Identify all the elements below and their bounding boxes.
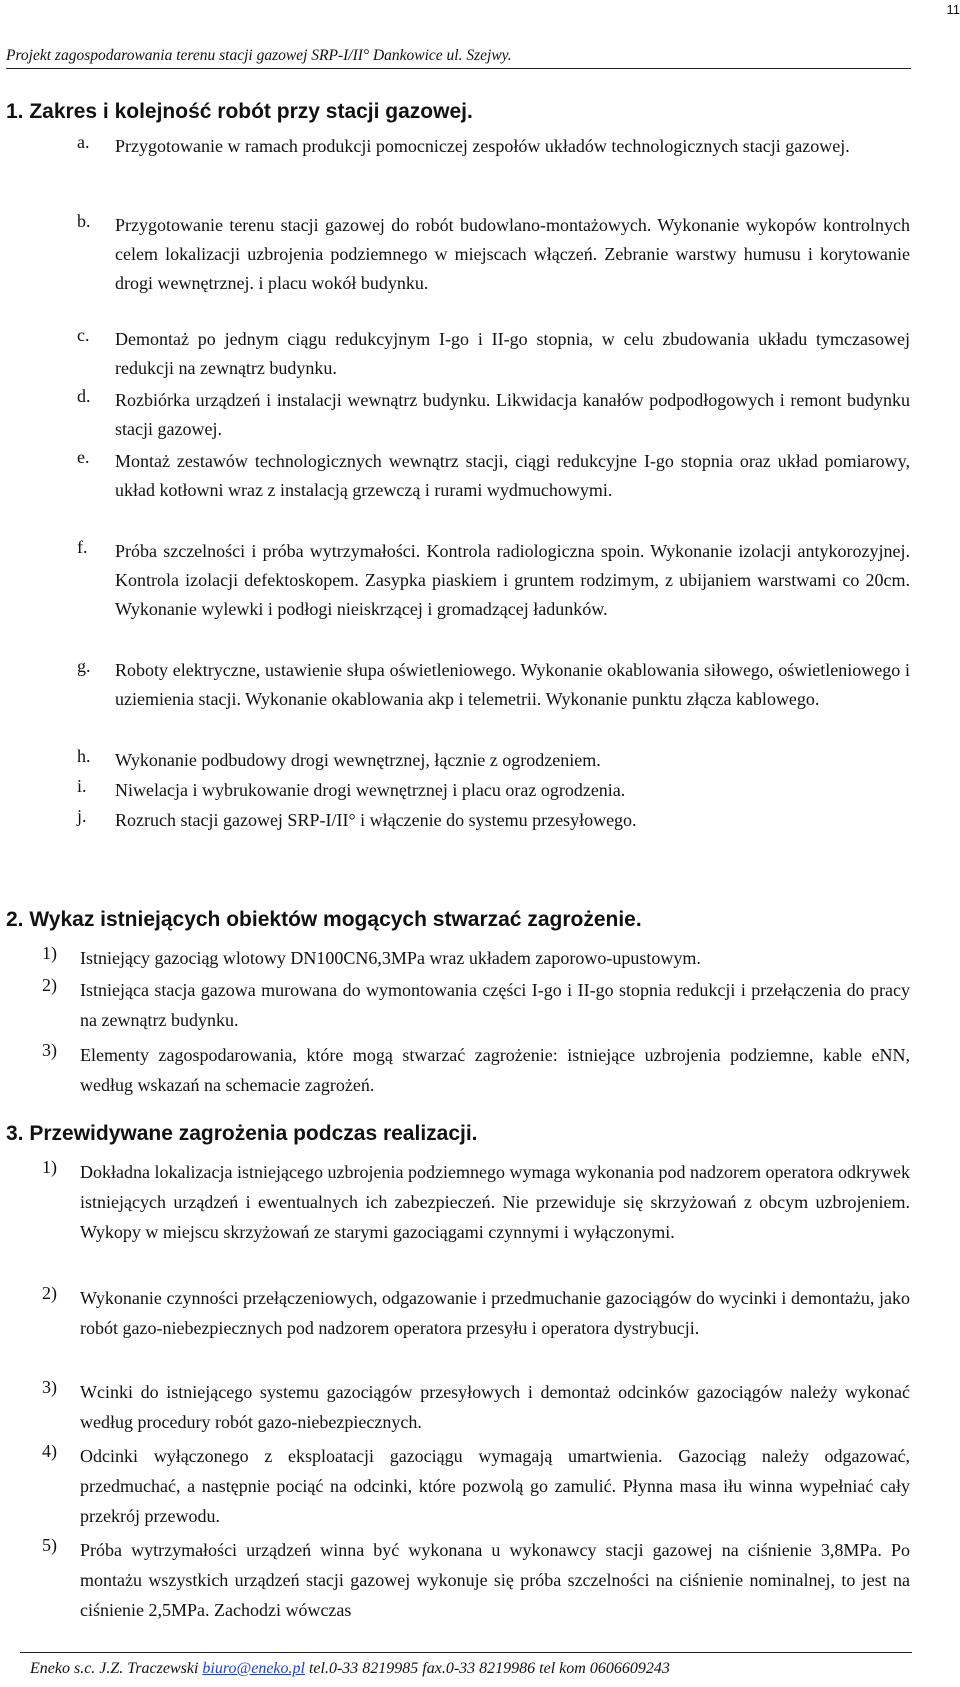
list-item-text: Próba szczelności i próba wytrzymałości. Kontrola radiologiczna spoin. Wykonanie izolacji antykorozyjnej. Kontrola izolacji defektoskopem. Zasypka piaskiem i gruntem rodzimym, z ubijaniem warstwami co 20cm. Wykonanie wylewki i podłogi nieiskrzącej i gromadzącej ładunków. — [115, 541, 910, 619]
list-item-text: Istniejąca stacja gazowa murowana do wymontowania części I-go i II-go stopnia redukcji i przełączenia do pracy na zewnątrz budynku. — [80, 980, 910, 1030]
list-marker: 1) — [42, 1157, 57, 1177]
list-marker: g. — [77, 656, 91, 676]
list-marker: b. — [77, 211, 91, 231]
list-item-text: Dokładna lokalizacja istniejącego uzbrojenia podziemnego wymaga wykonania pod nadzorem operatora odkrywek istniejących urządzeń i ewentualnych ich zabezpieczeń. Nie przewiduje się skrzyżowań z obcym uzbrojeniem. Wykopy w miejscu skrzyżowań ze starymi gazociągami czynnymi i wyłączonymi. — [80, 1162, 910, 1242]
section-1-title: 1. Zakres i kolejność robót przy stacji gazowej. — [6, 100, 473, 123]
list-item-text: Wcinki do istniejącego systemu gazociągów przesyłowych i demontaż odcinków gazociągów należy wykonać według procedury robót gazo-niebezpiecznych. — [80, 1382, 910, 1432]
list-item-text: Rozbiórka urządzeń i instalacji wewnątrz budynku. Likwidacja kanałów podpodłogowych i remont budynku stacji gazowej. — [115, 390, 910, 439]
list-item-text: Próba wytrzymałości urządzeń winna być wykonana u wykonawcy stacji gazowej na ciśnienie 3,8MPa. Po montażu wszystkich urządzeń stacji gazowej wykonuje się próba szczelności na ciśnienie nominalnej, to jest na ciśnienie 2,5MPa. Zachodzi wówczas — [80, 1540, 910, 1620]
footer-divider — [20, 1652, 912, 1653]
list-marker: a. — [77, 132, 90, 152]
list-item-text: Montaż zestawów technologicznych wewnątrz stacji, ciągi redukcyjne I-go stopnia oraz układ pomiarowy, układ kotłowni wraz z instalacją grzewczą i rurami wydmuchowymi. — [115, 451, 910, 500]
list-item-text: Elementy zagospodarowania, które mogą stwarzać zagrożenie: istniejące uzbrojenia podziemne, kable eNN, według wskazań na schemacie zagrożeń. — [80, 1045, 910, 1095]
list-item-text: Wykonanie czynności przełączeniowych, odgazowanie i przedmuchanie gazociągów do wycinki i demontażu, jako robót gazo-niebezpiecznych pod nadzorem operatora przesyłu i operatora dystrybucji. — [80, 1288, 910, 1338]
document-footer — [30, 1660, 670, 1678]
list-marker: 5) — [42, 1535, 57, 1555]
list-marker: d. — [77, 386, 91, 406]
footer-contact: tel.0-33 8219985 fax.0-33 8219986 tel kom 0606609243 — [308, 1660, 670, 1677]
document-header: Projekt zagospodarowania terenu stacji gazowej SRP-I/II° Dankowice ul. Szejwy. — [6, 47, 911, 69]
list-marker: c. — [77, 325, 90, 345]
list-item-text: Wykonanie podbudowy drogi wewnętrznej, łącznie z ogrodzeniem. — [115, 750, 601, 770]
list-item-text: Rozruch stacji gazowej SRP-I/II° i włączenie do systemu przesyłowego. — [115, 810, 637, 830]
list-marker: j. — [77, 806, 87, 826]
list-marker: f. — [77, 537, 88, 557]
list-marker: 3) — [42, 1377, 57, 1397]
list-marker: e. — [77, 447, 90, 467]
list-item-text: Roboty elektryczne, ustawienie słupa oświetleniowego. Wykonanie okablowania siłowego, oświetleniowego i uziemienia stacji. Wykonanie okablowania akp i telemetrii. Wykonanie punktu złącza kablowego. — [115, 660, 910, 709]
footer-company: Eneko s.c. J.Z. Traczewski — [30, 1660, 199, 1677]
list-item-text: Odcinki wyłączonego z eksploatacji gazociągu wymagają umartwienia. Gazociąg należy odgazować, przedmuchać, a następnie pociąć na odcinki, które pozwolą go zamulić. Płynna masa iłu winna wypełniać cały przekrój przewodu. — [80, 1446, 910, 1526]
list-marker: 2) — [42, 975, 57, 995]
footer-email-link[interactable]: biuro@eneko.pl — [202, 1660, 305, 1677]
list-marker: 4) — [42, 1441, 57, 1461]
list-marker: 1) — [42, 943, 57, 963]
section-2-title: 2. Wykaz istniejących obiektów mogących stwarzać zagrożenie. — [6, 908, 642, 931]
list-marker: h. — [77, 746, 91, 766]
page-number: 11 — [946, 2, 960, 17]
section-3-title: 3. Przewidywane zagrożenia podczas realizacji. — [6, 1122, 478, 1145]
list-item-text: Przygotowanie terenu stacji gazowej do robót budowlano-montażowych. Wykonanie wykopów kontrolnych celem lokalizacji uzbrojenia podziemnego w miejscach włączeń. Zebranie warstwy humusu i korytowanie drogi wewnętrznej. i placu wokół budynku. — [115, 215, 910, 293]
list-marker: 3) — [42, 1040, 57, 1060]
list-marker: 2) — [42, 1283, 57, 1303]
list-marker: i. — [77, 776, 87, 796]
list-item-text: Istniejący gazociąg wlotowy DN100CN6,3MPa wraz układem zaporowo-upustowym. — [80, 948, 701, 968]
list-item-text: Przygotowanie w ramach produkcji pomocniczej zespołów układów technologicznych stacji gazowej. — [115, 136, 850, 156]
list-item-text: Niwelacja i wybrukowanie drogi wewnętrznej i placu oraz ogrodzenia. — [115, 780, 626, 800]
list-item-text: Demontaż po jednym ciągu redukcyjnym I-go i II-go stopnia, w celu zbudowania układu tymczasowej redukcji na zewnątrz budynku. — [115, 329, 910, 378]
